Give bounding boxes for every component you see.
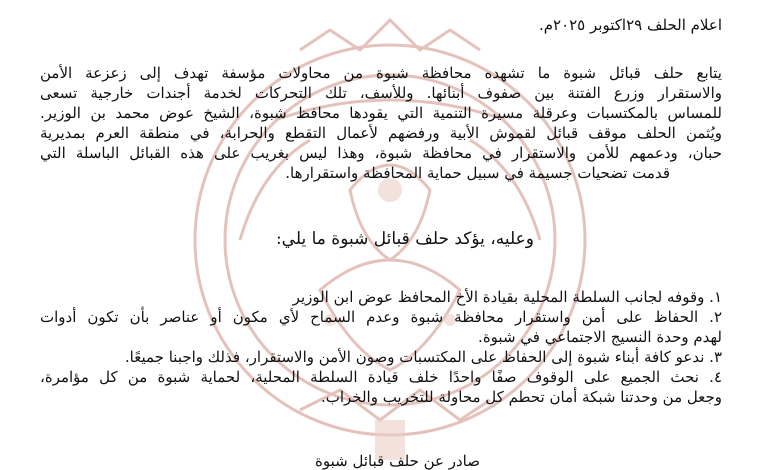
point-line: ٣. ندعو كافة أبناء شبوة إلى الحفاظ على المكتسبات وصون الأمن والاستقرار، فذلك واجبنا جميعًا. [124,348,722,366]
signature-line: صادر عن حلف قبائل شبوة [315,452,480,470]
paragraph-line: ويُثمن الحلف موقف قبائل لقموش الأبية ورفضهم لأعمال التقطع والحرابة، في منطقة العرم بمديرية [40,124,722,142]
paragraph-line: للمساس بالمكتسبات وعرقلة مسيرة التنمية التي يقودها محافظ شبوة، الشيخ عوض محمد بن الوزير. [40,104,722,122]
paragraph-line: والاستقرار وزرع الفتنة بين صفوف أبنائها. وللأسف، تلك التحركات لخدمة أجندات خارجية تسعى [40,84,722,102]
date-line: اعلام الحلف ٢٩اكتوبر ٢٠٢٥م. [538,16,722,34]
section-heading: وعليه، يؤكد حلف قبائل شبوة ما يلي: [275,229,534,249]
point-line: لهدم وحدة النسيج الاجتماعي في شبوة. [478,328,722,346]
point-line: ١. وقوفه لجانب السلطة المحلية بقيادة الأخ المحافظ عوض ابن الوزير [292,288,722,306]
paragraph-line: يتابع حلف قبائل شبوة ما تشهده محافظة شبوة من محاولات مؤسفة تهدف إلى زعزعة الأمن [40,64,722,82]
paragraph-line: قدمت تضحيات جسيمة في سبيل حماية المحافظة واستقرارها. [285,164,670,182]
point-line: ٤. نحث الجميع على الوقوف صفًا واحدًا خلف قيادة السلطة المحلية، لحماية شبوة من كل مؤامرة، [40,368,722,386]
point-line: ٢. الحفاظ على أمن واستقرار محافظة شبوة وعدم السماح لأي مكون أو عناصر بأن تكون أدوات [40,308,722,326]
point-line: وجعل من وحدتنا شبكة أمان تحطم كل محاولة للتخريب والخراب. [320,388,722,406]
paragraph-line: حبان، ودعمهم للأمن والاستقرار في محافظة شبوة، وهذا ليس بغريب على هذه القبائل الباسلة التي [40,144,722,162]
